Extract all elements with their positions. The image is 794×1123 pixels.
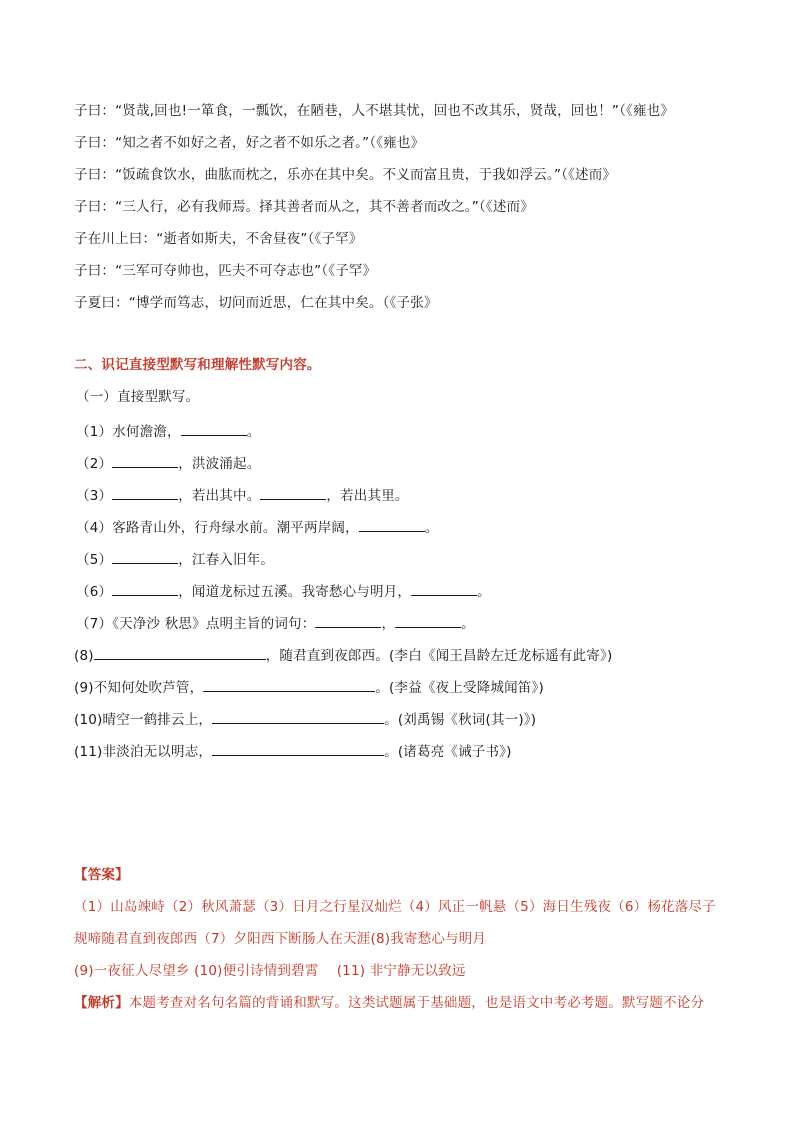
answer-blank[interactable] [411,581,477,596]
quote-line: 子夏曰：“博学而笃志，切问而近思，仁在其中矣。（《子张》 [74,295,438,311]
question-text: ， [381,616,396,632]
quote-line: 子曰：“知之者不如好之者，好之者不如乐之者。”（《雍也》 [74,135,425,151]
answer-blank[interactable] [203,677,375,692]
question-text: (8) [74,648,94,664]
question-7 [76,613,475,633]
question-8 [74,645,612,665]
question-text: ，洪波涌起。 [178,456,261,472]
answer-blank[interactable] [395,613,461,628]
question-text: （1）水何澹澹， [76,424,181,440]
section-heading: 二、识记直接型默写和理解性默写内容。 [74,357,321,373]
answer-blank[interactable] [315,613,381,628]
answer-blank[interactable] [112,549,178,564]
question-text: (11)非淡泊无以明志， [74,744,213,760]
question-11 [74,741,512,761]
answer-blank[interactable] [212,741,384,756]
question-9 [74,677,544,697]
quote-line: 子曰：“饭疏食饮水，曲肱而枕之，乐亦在其中矣。不义而富且贵，于我如浮云。”（《述而》 [74,167,617,183]
question-text: ，江春入旧年。 [178,552,275,568]
answer-line: 规啼随君直到夜郎西（7）夕阳西下断肠人在天涯(8)我寄愁心与明月 [74,931,487,947]
question-text: ，若出其中。 [178,488,261,504]
question-text: （7）《天净沙 秋思》点明主旨的词句： [76,616,316,632]
question-5 [76,549,274,569]
question-text: 。(诸葛亮《诫子书》) [384,744,512,760]
answer-blank[interactable] [212,709,384,724]
analysis-line [74,994,704,1012]
question-text: 。(刘禹锡《秋词(其一)》) [384,712,537,728]
answer-blank[interactable] [359,517,425,532]
question-text: 。 [461,616,475,632]
quote-line: 子曰：“三人行，必有我师焉。择其善者而从之，其不善者而改之。”（《述而》 [74,199,534,215]
quote-line: 子曰：“三军可夺帅也，匹夫不可夺志也”（《子罕》 [74,263,377,279]
answer-blank[interactable] [260,485,326,500]
answer-blank[interactable] [112,581,178,596]
question-2 [76,453,260,473]
answer-line: （1）山岛竦峙（2）秋风萧瑟（3）日月之行星汉灿烂（4）风正一帆悬（5）海日生残夜（6）杨花落尽子 [74,899,716,915]
answer-blank[interactable] [181,421,247,436]
question-10 [74,709,536,729]
question-3 [76,485,409,505]
question-text: （4）客路青山外，行舟绿水前。潮平两岸阔， [76,520,359,536]
question-text: ，闻道龙标过五溪。我寄愁心与明月， [178,584,412,600]
question-text: （5） [76,552,113,568]
answer-blank[interactable] [94,645,266,660]
question-text: (10)晴空一鹤排云上， [74,712,213,728]
answer-blank[interactable] [112,453,178,468]
quote-line: 子曰：“贤哉,回也!一箪食，一瓢饮，在陋巷，人不堪其忧，回也不改其乐，贤哉，回也！”（《雍也》 [74,103,675,119]
answer-label: 【答案】 [74,867,129,883]
question-1 [76,421,260,441]
answer-line: (9)一夜征人尽望乡 (10)便引诗情到碧霄 (11) 非宁静无以致远 [74,963,466,979]
question-text: ，若出其里。 [326,488,409,504]
question-text: 。(李益《夜上受降城闻笛》) [375,680,544,696]
quote-line: 子在川上曰：“逝者如斯夫，不舍昼夜”（《子罕》 [74,231,363,247]
analysis-text: 本题考查对名句名篇的背诵和默写。这类试题属于基础题，也是语文中考必考题。默写题不论分 [128,995,705,1011]
question-text: （6） [76,584,113,600]
question-text: （2） [76,456,113,472]
analysis-label: 【解析】 [74,995,129,1011]
question-text: ，随君直到夜郎西。(李白《闻王昌龄左迁龙标遥有此寄》) [265,648,613,664]
subsection-heading: （一）直接型默写。 [76,389,200,405]
question-text: (9)不知何处吹芦管， [74,680,204,696]
question-text: 。 [246,424,261,440]
question-text: 。 [424,520,439,536]
question-text: （3） [76,488,113,504]
answer-blank[interactable] [112,485,178,500]
question-4 [76,517,439,537]
question-text: 。 [477,584,491,600]
question-6 [76,581,491,601]
